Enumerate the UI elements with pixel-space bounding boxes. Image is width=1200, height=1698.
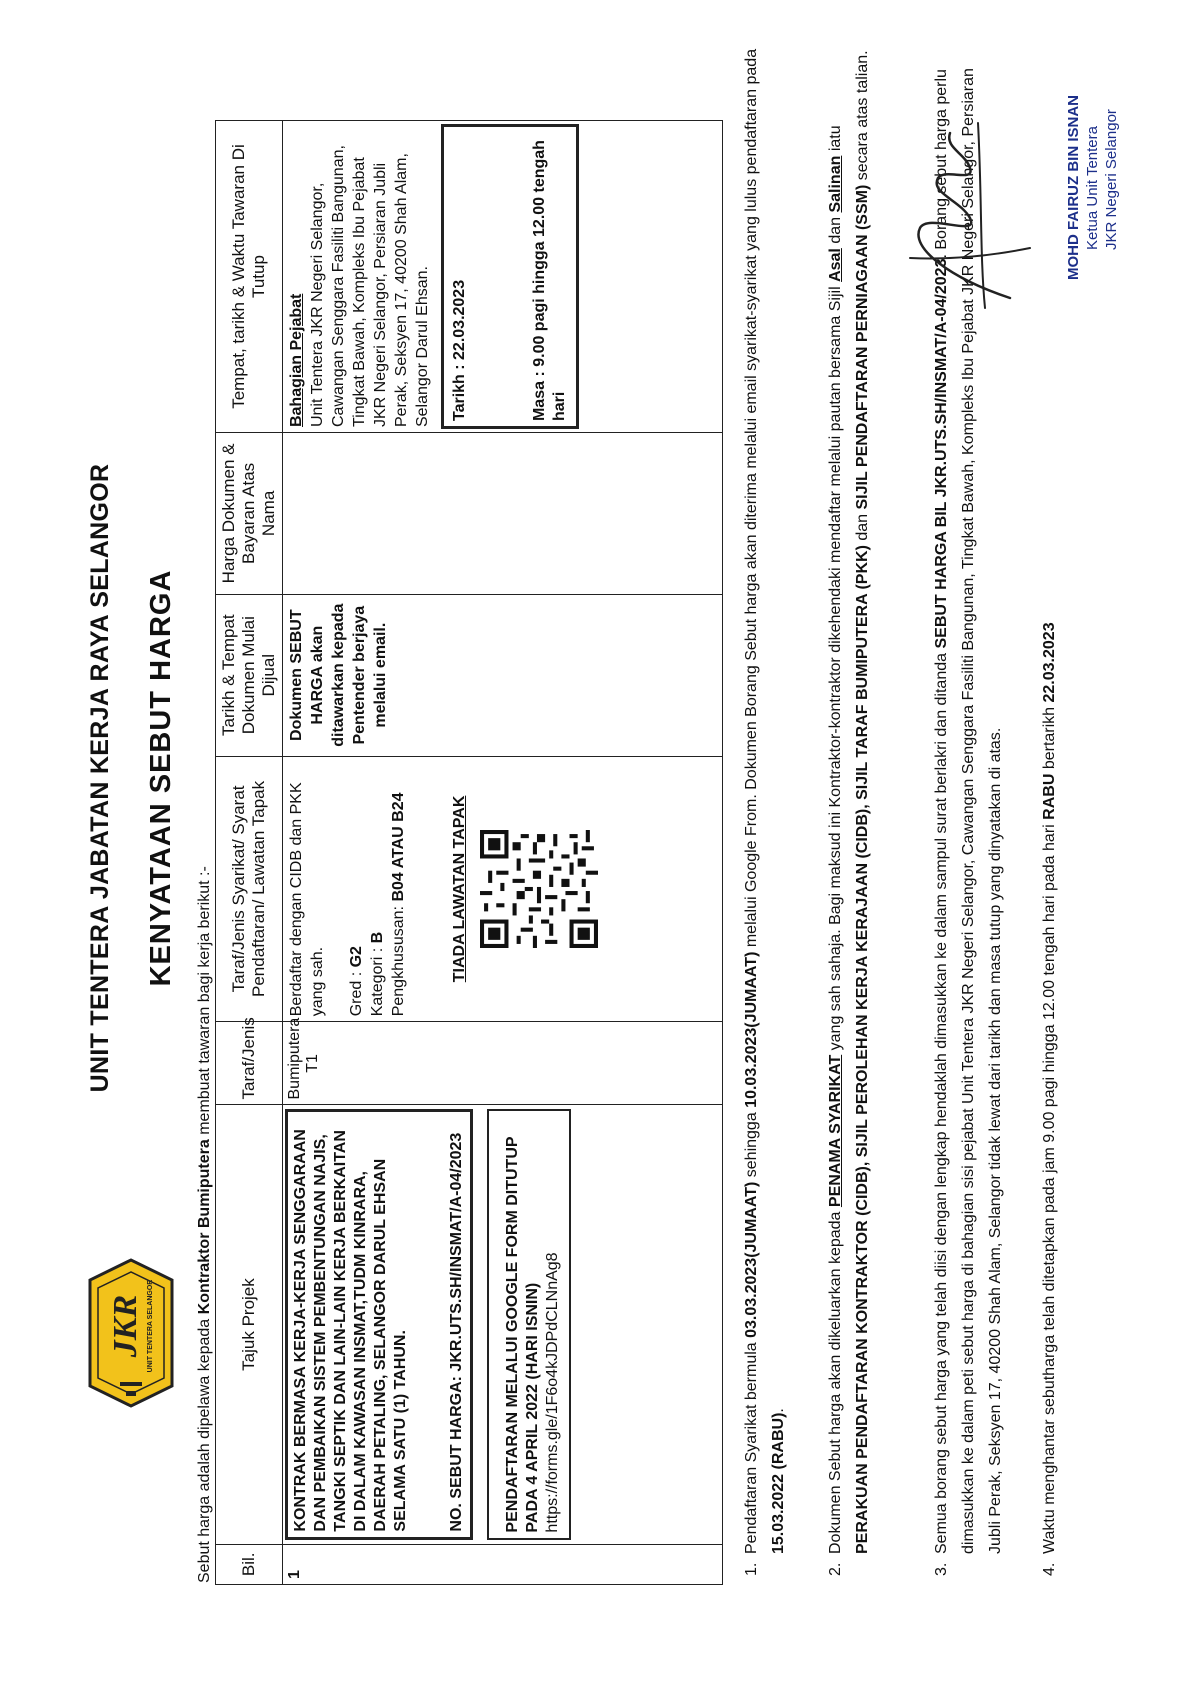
tempat-address: Unit Tentera JKR Negeri Selangor, Cawangan Senggara Fasiliti Bangunan, Tingkat Bawah, Kompleks Ibu Pejabat JKR Negeri Selangor, Persiaran Jubli Perak, Seksyen 17, 40200 Shah Alam, Selangor Darul Ehsan. [309,145,431,428]
intro-bold: Kontraktor Bumiputera [196,1139,213,1315]
note-2-b: PENAMA SYARIKAT [827,1054,844,1208]
table-row [283,121,723,1585]
note-1-d: 10.03.2023(JUMAAT) [743,951,760,1108]
pengkhususan [388,762,409,1017]
header-taraf: Taraf/Jenis [216,1022,283,1105]
intro-after: membuat tawaran bagi kerja berikut :- [196,866,213,1140]
note-2-a: Dokumen Sebut harga akan dikeluarkan kepada [827,1207,844,1554]
registration-notice: PENDAFTARAN MELALUI GOOGLE FORM DITUTUP PADA 4 APRIL 2022 (HARI ISNIN) [504,1136,541,1533]
note-1-num: 1. [743,1562,760,1576]
note-1-b: 03.03.2023(JUMAAT) [743,1181,760,1338]
note-2-d: Asal [827,248,844,282]
note-1-e: melalui Google From. Dokumen Borang Sebut harga akan diterima melalui email syarikat-syarikat yang lulus pendaftaran pada [743,48,760,952]
site-visit-notice: TIADA LAWATAN TAPAK [451,795,468,983]
tempat-heading: Bahagian Pejabat [288,293,305,428]
syarat-cidb: Berdaftar dengan CIDB dan PKK yang sah. [288,782,326,1017]
jkr-logo [88,1258,174,1408]
header-tempat: Tempat, tarikh & Waktu Tawaran Di Tutup [216,121,283,433]
cell-harga [283,433,723,595]
gred-value: G2 [348,946,365,968]
logo-text: JKR [107,1294,144,1358]
note-1 [738,36,792,1576]
pengkhususan-label: Pengkhususan: [390,901,407,1017]
signature-block [1064,20,1121,280]
project-box [285,1109,473,1539]
note-2-e: dan [827,212,844,249]
note-3-c: . Borang sebut harga perlu dimasukkan ke dalam peti sebut harga di bahagian sisi pejabat Unit Tentera JKR Negeri Selangor, Cawangan Senggara Fasiliti Bangunan, Tingkat Bawah, Kompleks Ibu Pejabat JKR Negeri Selangor, Persiaran Jubli Perak, Seksyen 17, 40200 Shah Alam, Selangor tidak lewat dari tarikh dan masa tutup yang dinyatakan di atas. [933,68,1004,1554]
tender-table [215,120,723,1585]
note-3-num: 3. [933,1562,950,1576]
signatory-org: JKR Negeri Selangor [1103,109,1120,250]
header-harga: Harga Dokumen & Bayaran Atas Nama [216,433,283,595]
cell-tajuk [283,1105,723,1544]
registration-link[interactable]: https://forms.gle/1F6o4kJDPdCLNnAg8 [544,1252,561,1533]
kategori-label: Kategori : [369,943,386,1017]
note-4 [1036,36,1063,1576]
signature-image [890,118,1040,318]
qr-code-icon[interactable] [480,830,598,948]
note-3-a: Semua borang sebut harga yang telah diisi dengan lengkap hendaklah dimasukkan ke dalam sampul surat berlakri dan ditanda [933,648,950,1554]
project-title: KONTRAK BERMASA KERJA-KERJA SENGGARAAN DAN PEMBAIKAN SISTEM PEMBENTUNGAN NAJIS, TANGKI SEPTIK DAN LAIN-LAIN KERJA BERKAITAN DI DALAM KAWASAN INSMAT,TUDM KINRARA, DAERAH PETALING, SELANGOR DARUL EHSAN SELAMA SATU (1) TAHUN. [292,1129,409,1532]
note-4-d: 22.03.2023 [1041,622,1058,703]
note-2 [822,36,876,1576]
header-title: UNIT TENTERA JABATAN KERJA RAYA SELANGOR [86,463,114,1093]
intro-text [196,866,214,1583]
note-2-h: PERAKUAN PENDAFTARAN KONTRAKTOR (CIDB), SIJIL PEROLEHAN KERJA KERAJAAN (CIDB), SIJIL TARAF BUMIPUTERA (PKK) [854,545,871,1554]
note-1-a: Pendaftaran Syarikat bermula [743,1337,760,1554]
page-heading: KENYATAAN SEBUT HARGA [145,569,177,987]
note-2-c: yang sah sahaja. Bagi maksud ini Kontraktor-kontraktor dikehendaki mendaftar melalui pautan bersama Sijil [827,281,844,1055]
cell-bil: 1 [283,1544,723,1584]
header-bil: Bil. [216,1544,283,1584]
closing-date: Tarikh : 22.03.2023 [451,279,468,422]
intro-before: Sebut harga adalah dipelawa kepada [196,1314,213,1583]
header-syarat: Taraf/Jenis Syarikat/ Syarat Pendaftaran/ Lawatan Tapak [216,756,283,1022]
cell-tarikh: Dokumen SEBUT HARGA akan ditawarkan kepada Pentender berjaya melalui email. [283,594,723,756]
note-1-c: sehingga [743,1107,760,1182]
gred-label: Gred : [348,967,365,1017]
kategori-value: B [369,931,386,944]
note-2-num: 2. [827,1562,844,1576]
closing-time: Masa : 9.00 pagi hingga 12.00 tengah hari [531,140,568,422]
note-4-a: Waktu menghantar sebutharga telah ditetapkan pada jam 9.00 pagi hingga 12.00 tengah hari pada hari [1041,819,1058,1554]
header-tajuk: Tajuk Projek [216,1105,283,1544]
note-4-b: RABU [1041,773,1058,820]
closing-box [441,124,579,429]
note-1-g: . [770,1408,787,1413]
header-tarikh: Tarikh & Tempat Dokumen Mulai Dijual [216,594,283,756]
note-2-f: Salinan [827,155,844,213]
table-header-row [216,121,283,1585]
note-2-g: iatu [827,125,844,156]
cell-tempat [283,121,723,433]
taraf-line1: Bumiputera [286,1017,303,1100]
registration-box [487,1109,571,1539]
note-2-k: secara atas talian. [854,50,871,185]
kategori [367,762,388,1017]
signatory-title: Ketua Unit Tentera [1084,126,1101,250]
quotation-number: NO. SEBUT HARGA: JKR.UTS.SH/INSMAT/A-04/2023 [448,1132,465,1532]
pengkhususan-value: B04 ATAU B24 [390,792,407,902]
note-1-f: 15.03.2022 (RABU) [770,1412,787,1554]
signatory-name: MOHD FAIRUZ BIN ISNAN [1065,95,1082,280]
note-2-j: SIJIL PENDAFTARAN PERNIAGAAN (SSM) [854,184,871,510]
taraf-line2: T1 [304,1054,321,1073]
note-3-b: SEBUT HARGA BIL JKR.UTS.SH/INSMAT/A-04/2023 [933,258,950,649]
note-2-i: dan [854,509,871,546]
cell-taraf [283,1017,723,1105]
note-4-num: 4. [1041,1562,1058,1576]
gred [346,762,367,1017]
note-4-c: bertarikh [1041,702,1058,774]
logo-subtitle: UNIT TENTERA SELANGOR [147,1279,154,1373]
cell-syarat [283,756,723,1022]
